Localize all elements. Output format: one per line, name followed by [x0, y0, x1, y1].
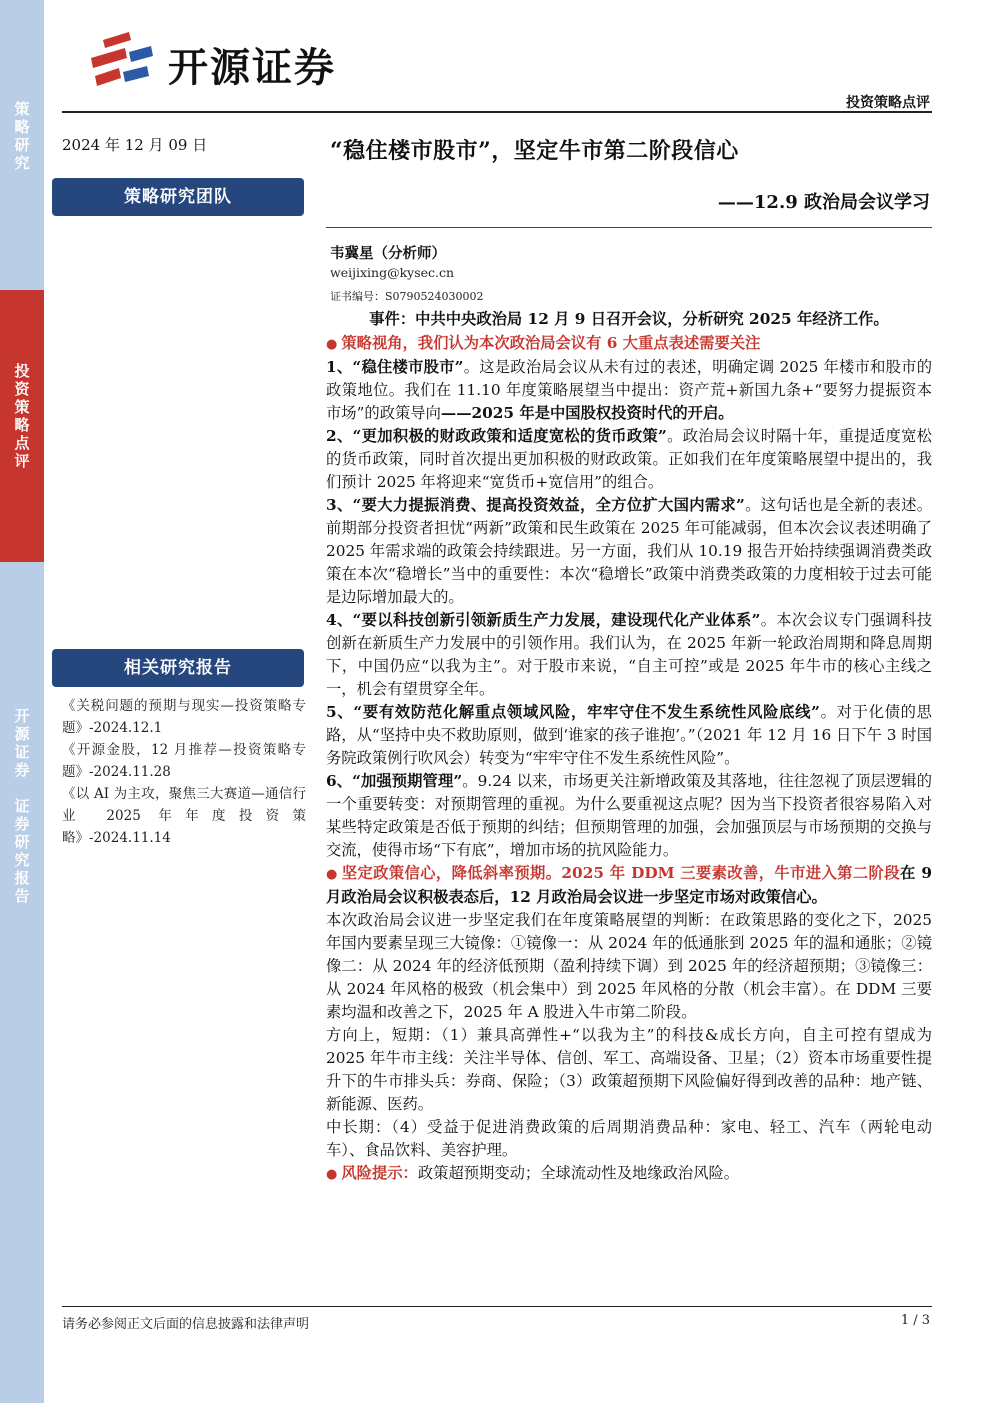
page-number: 1 / 3: [900, 1313, 930, 1328]
risk-line: ● 风险提示：政策超预期变动；全球流动性及地缘政治风险。: [326, 1164, 740, 1182]
report-date: 2024 年 12 月 09 日: [62, 136, 208, 154]
side-strip: [0, 0, 44, 1403]
side-tag-char: 究: [14, 851, 30, 869]
point-6: 6、“加强预期管理”。9.24 以来，市场更关注新增政策及其落地，往往忽视了顶层逻辑的一个重要转变：对预期管理的重视。为什么要重视这点呢？因为当下投资者很容易陷入对某些特定政策是否低于预期的纠结；但预期管理的加强，会加强顶层与市场预期的交换与交流，使得市场“下有底”，增加市场的抗风险能力。: [326, 772, 932, 859]
event-line: 事件：中共中央政治局 12 月 9 日召开会议，分析研究 2025 年经济工作。: [369, 310, 889, 328]
side-tag-char: 开: [14, 707, 30, 725]
side-tag-char: 研: [14, 136, 30, 154]
footer-disclaimer: 请务必参阅正文后面的信息披露和法律声明: [62, 1317, 310, 1332]
side-tag-char: 投: [14, 362, 30, 380]
report-subtitle: ——12.9 政治局会议学习: [717, 192, 930, 213]
brand-name: 开源证券: [168, 45, 336, 91]
side-tag-report: [0, 707, 44, 905]
header-rule: [62, 111, 932, 113]
point-1: 1、“稳住楼市股市”。这是政治局会议从未有过的表述，明确定调 2025 年楼市和股市的政策地位。我们在 11.10 年度策略展望当中提出：资产荒+新国九条+“要努力提振资本市场”的政策导向——2025 年是中国股权投资时代的开启。: [326, 358, 932, 422]
bullet-icon: ●: [326, 337, 338, 352]
side-tag-char: 评: [14, 452, 30, 470]
report-title: “稳住楼市股市”，坚定牛市第二阶段信心: [330, 138, 739, 164]
side-tag-strategy: [0, 100, 44, 172]
point-4: 4、“要以科技创新引领新质生产力发展，建设现代化产业体系”。本次会议专门强调科技创新在新质生产力发展中的引领作用。我们认为，在 2025 年新一轮政治周期和降息周期下，中国仍应“以我为主”。对于股市来说，“自主可控”或是 2025 年牛市的核心主线之一，机会有望贯穿全年。: [326, 611, 932, 698]
point-5: 5、“要有效防范化解重点领域风险，牢牢守住不发生系统性风险底线”。对于化债的思路，从“坚持中央不救助原则，做到‘谁家的孩子谁抱’。”（2021 年 12 月 16 日下午 3 时国务院政策例行吹风会）转变为“牢牢守住不发生系统性风险”。: [326, 703, 932, 767]
analyst-email[interactable]: weijixing@kysec.cn: [330, 265, 455, 280]
report-type: 投资策略点评: [846, 95, 930, 111]
bullet-heading: ● 策略视角，我们认为本次政治局会议有 6 大重点表述需要关注: [326, 334, 761, 352]
side-tag-char: 券: [14, 761, 30, 779]
side-tag-char: 证: [14, 797, 30, 815]
related-report-link[interactable]: 《关税问题的预期与现实—投资策略专题》-2024.12.1: [62, 698, 306, 736]
kysec-logo-icon: [85, 28, 155, 90]
side-tag-review: [0, 362, 44, 470]
bullet-heading: ● 坚定政策信心，降低斜率预期。2025 年 DDM 三要素改善，牛市进入第二阶段在 9 月政治局会议积极表态后，12 月政治局会议进一步坚定市场对政策信心。: [326, 864, 932, 906]
side-tag-char: 点: [14, 434, 30, 452]
related-report-link[interactable]: 《以 AI 为主攻，聚焦三大赛道—通信行业 2025 年年度投资策略》-2024.11.14: [62, 786, 306, 846]
paragraph: 中长期：（4）受益于促进消费政策的后周期消费品种：家电、轻工、汽车（两轮电动车）、食品饮料、美容护理。: [326, 1118, 932, 1159]
side-tag-char: 略: [14, 118, 30, 136]
side-tag-char: 研: [14, 833, 30, 851]
footer-rule: [62, 1306, 932, 1307]
report-body: [326, 308, 932, 1186]
bullet-icon: ●: [326, 1167, 338, 1182]
title-rule: [326, 227, 932, 228]
analyst-name: 韦冀星（分析师）: [330, 245, 446, 262]
side-tag-char: 源: [14, 725, 30, 743]
side-tag-char: 究: [14, 154, 30, 172]
paragraph: 本次政治局会议进一步坚定我们在年度策略展望的判断：在政策思路的变化之下，2025 年国内要素呈现三大镜像：①镜像一：从 2024 年的低通胀到 2025 年的温和通胀；②镜像二：从 2024 年的经济低预期（盈利持续下调）到 2025 年的经济超预期；③镜像三：从 2024 年风格的极致（机会集中）到 2025 年风格的分散（机会丰富）。在 DDM 三要素均温和改善之下，2025 年 A 股进入牛市第二阶段。: [326, 911, 932, 1021]
side-tag-char: 证: [14, 743, 30, 761]
point-2: 2、“更加积极的财政政策和适度宽松的货币政策”。政治局会议时隔十年，重提适度宽松的货币政策，同时首次提出更加积极的财政政策。正如我们在年度策略展望中提出的，我们预计 2025 年将迎来“宽货币+宽信用”的组合。: [326, 427, 932, 491]
analyst-cert: 证书编号：S0790524030002: [330, 290, 484, 303]
side-tag-char: [0, 779, 44, 797]
bullet-icon: ●: [326, 867, 338, 882]
side-tag-char: 略: [14, 416, 30, 434]
side-tag-char: 券: [14, 815, 30, 833]
team-heading: 策略研究团队: [52, 178, 304, 216]
related-report-link[interactable]: 《开源金股，12 月推荐—投资策略专题》-2024.11.28: [62, 742, 306, 780]
side-tag-char: 资: [14, 380, 30, 398]
side-tag-char: 报: [14, 869, 30, 887]
side-tag-char: 告: [14, 887, 30, 905]
point-3: 3、“要大力提振消费、提高投资效益，全方位扩大国内需求”。这句话也是全新的表述。前期部分投资者担忧“两新”政策和民生政策在 2025 年可能减弱，但本次会议表述明确了 2025 年需求端的政策会持续跟进。另一方面，我们从 10.19 报告开始持续强调消费类政策在本次“稳增长”当中的重要性：本次“稳增长”政策中消费类政策的力度相较于过去可能是边际增加最大的。: [326, 496, 932, 606]
paragraph: 方向上，短期：（1）兼具高弹性+“以我为主”的科技&成长方向，自主可控有望成为 2025 年牛市主线：关注半导体、信创、军工、高端设备、卫星；（2）资本市场重要性提升下的牛市排头兵：券商、保险；（3）政策超预期下风险偏好得到改善的品种：地产链、新能源、医药。: [326, 1026, 932, 1113]
side-tag-char: 策: [14, 398, 30, 416]
side-tag-char: 策: [14, 100, 30, 118]
related-reports-list: [62, 695, 306, 849]
related-reports-heading: 相关研究报告: [52, 649, 304, 687]
